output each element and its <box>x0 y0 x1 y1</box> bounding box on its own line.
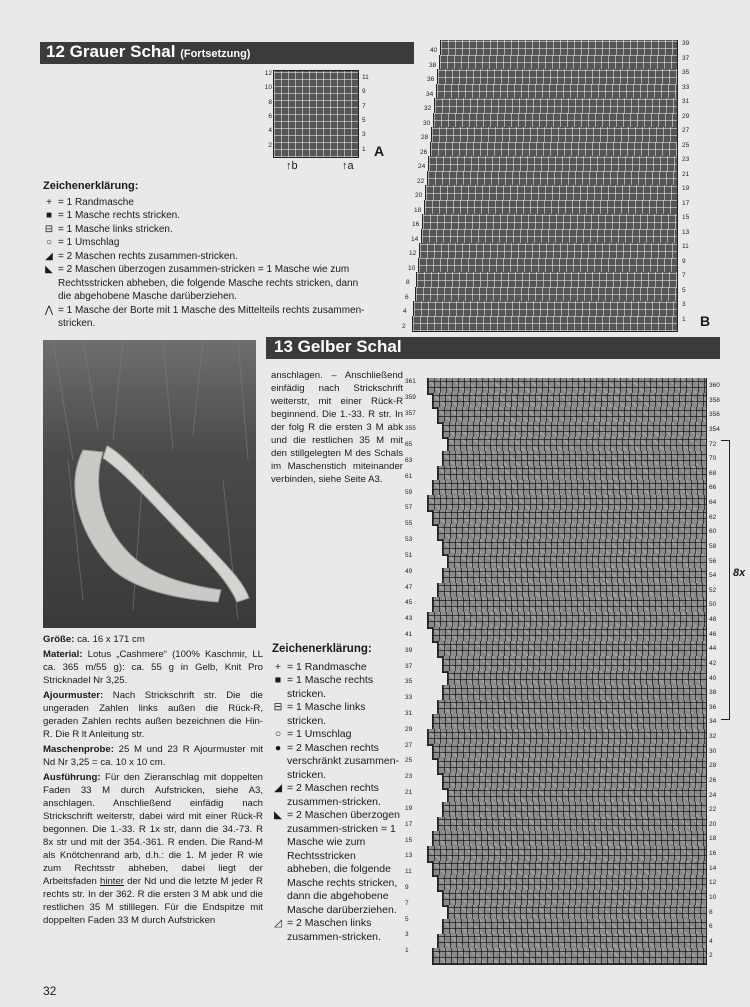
chart-a-right-numbers <box>362 74 374 160</box>
row-number: 36 <box>709 703 717 711</box>
row-number: 8 <box>268 98 272 106</box>
repeat-label: 8x <box>733 567 746 579</box>
row-number: 40 <box>709 674 717 682</box>
row-number: 53 <box>405 536 413 544</box>
row-number: 26 <box>709 776 717 784</box>
section-12-title-bar <box>40 42 414 64</box>
row-number: 61 <box>405 472 413 480</box>
legend-symbol-icon: ⊟ <box>273 701 283 713</box>
material-paragraph: Material: Lotus „Cashmere“ (100% Kaschmir, LL ca. 365 m/55 g): ca. 55 g in Gelb, Knit Pro Stricknadel Nr 3,25. <box>43 649 263 686</box>
row-number: 33 <box>682 83 690 91</box>
section-13-legend-item <box>272 917 400 944</box>
row-number: 31 <box>682 98 690 105</box>
row-number: 2 <box>402 322 406 330</box>
row-number: 60 <box>709 528 717 536</box>
legend-text: = 2 Maschen rechts verschränkt zusammen-stricken. <box>287 741 400 781</box>
row-number: 14 <box>709 864 717 872</box>
size-paragraph: Größe: ca. 16 x 171 cm <box>43 634 145 645</box>
legend-symbol-icon: ◢ <box>273 782 283 794</box>
row-number: 5 <box>405 915 409 923</box>
row-number: 6 <box>268 113 272 120</box>
row-number: 24 <box>418 163 426 171</box>
row-number: 7 <box>405 899 409 907</box>
row-number: 9 <box>362 88 366 96</box>
row-number: 66 <box>709 484 717 492</box>
row-number: 18 <box>709 835 717 843</box>
repeat-bracket <box>721 440 730 720</box>
legend-text: = 1 Masche rechts stricken. <box>287 674 374 700</box>
row-number: 5 <box>362 117 366 124</box>
legend-symbol-icon: ○ <box>274 728 282 740</box>
row-number: 4 <box>268 127 272 135</box>
row-number: 17 <box>682 199 690 207</box>
row-number: 34 <box>709 718 717 726</box>
row-number: 357 <box>405 409 416 417</box>
section-13-legend-item <box>272 661 400 675</box>
legend-text: = 2 Maschen überzogen zusammen-stricken = 1 Masche wie zum Rechtsstricken abheben, die folgende Masche rechts stricken, dann die abgehobene Masche darüberziehen. <box>58 264 359 302</box>
legend-text: = 1 Umschlag <box>58 237 120 248</box>
row-number: 36 <box>427 76 435 84</box>
row-number: 49 <box>405 567 413 575</box>
row-number: 62 <box>709 513 717 521</box>
row-number: 11 <box>405 868 412 876</box>
legend-section-13 <box>272 643 400 944</box>
section-13-instructions <box>43 633 263 929</box>
row-number: 21 <box>682 170 690 178</box>
row-number: 1 <box>362 145 366 153</box>
row-number: 52 <box>709 586 717 594</box>
row-number: 27 <box>682 127 690 134</box>
row-number: 20 <box>415 192 423 200</box>
row-number: 22 <box>417 177 425 185</box>
row-number: 25 <box>405 757 413 765</box>
section-13-title: 13 Gelber Schal <box>274 337 402 356</box>
legend-13-title: Zeichenerklärung: <box>272 643 372 655</box>
row-number: 55 <box>405 520 413 528</box>
row-number: 1 <box>405 947 409 955</box>
row-number: 35 <box>405 678 413 686</box>
row-number: 38 <box>429 61 437 69</box>
row-number: 41 <box>405 630 413 638</box>
chart-a-marker-a: ↑a <box>342 160 354 172</box>
row-number: 37 <box>405 662 413 670</box>
row-number: 30 <box>423 119 431 127</box>
row-number: 7 <box>682 272 686 279</box>
row-number: 4 <box>403 308 407 316</box>
legend-symbol-icon: ⋀ <box>44 304 54 316</box>
row-number: 29 <box>682 112 690 120</box>
row-number: 54 <box>709 572 717 580</box>
section-13-legend-item <box>272 782 400 809</box>
row-number: 8 <box>709 908 713 916</box>
gauge-paragraph: Maschenprobe: 25 M und 23 R Ajourmuster mit Nd Nr 3,25 = ca. 10 x 10 cm. <box>43 744 263 768</box>
row-number: 58 <box>709 542 717 550</box>
row-number: 5 <box>682 286 686 294</box>
scarf-photo <box>43 340 256 628</box>
legend-text: = 1 Randmasche <box>287 660 367 673</box>
row-number: 45 <box>405 599 413 607</box>
row-number: 4 <box>709 937 713 945</box>
row-number: 40 <box>430 47 438 55</box>
row-number: 12 <box>709 879 717 887</box>
row-number: 6 <box>405 293 409 301</box>
row-number: 11 <box>682 243 689 250</box>
legend-text: = 1 Masche links stricken. <box>287 701 366 727</box>
section-13-legend-item <box>272 809 400 917</box>
row-number: 356 <box>709 411 720 419</box>
legend-text: = 1 Masche rechts stricken. <box>58 210 180 221</box>
chart-b-label: B <box>700 313 711 329</box>
row-number: 63 <box>405 457 413 465</box>
row-number: 11 <box>362 74 369 81</box>
legend-text: = 1 Randmasche <box>58 196 134 208</box>
execution-paragraph: Ausführung: Für den Zieranschlag mit doppelten Faden 33 M durch Aufstricken, siehe A3, anschlagen. Anschließend einfädig nach Strickschrift weiterstr, dabei wird mit einer Rück-R begonnen. Die 1.-33. R 1x str, dann die 34.-73. R 8x str und mit der 354.-361. R enden. Die Rand-M als Knötchenrand arb, d.h.: die 1. M jeder R wie zum Rechtsstr abheben, dabei liegt der Arbeitsfaden hinter der Nd und die letzte M jeder R rechts str. In der 362. R die ersten 3 M abk und die restlichen 35 M stilllegen. Für die Endspitze mit doppelten Faden 33 M durch Aufstricken <box>43 772 263 926</box>
legend-symbol-icon: ◢ <box>45 250 53 262</box>
section-13-title-bar <box>266 337 720 359</box>
row-number: 360 <box>709 382 720 389</box>
row-number: 42 <box>709 659 717 667</box>
row-number: 20 <box>709 820 717 828</box>
row-number: 16 <box>412 221 420 229</box>
row-number: 19 <box>682 185 690 192</box>
row-number: 13 <box>682 228 690 236</box>
section-12-legend-item <box>43 196 373 210</box>
row-number: 34 <box>426 90 434 98</box>
row-number: 9 <box>682 257 686 265</box>
row-number: 39 <box>405 646 413 654</box>
row-number: 56 <box>709 557 717 565</box>
legend-text: = 2 Maschen rechts zusammen-stricken. <box>287 782 381 808</box>
section-12-legend-item <box>43 304 373 331</box>
row-number: 47 <box>405 583 413 591</box>
legend-symbol-icon: ◿ <box>273 917 283 929</box>
chart-13 <box>405 378 730 963</box>
row-number: 354 <box>709 425 720 433</box>
section-12-legend-item <box>43 209 373 223</box>
row-number: 2 <box>709 952 713 960</box>
row-number: 31 <box>405 710 413 718</box>
chart-a-left-numbers <box>260 70 272 156</box>
row-number: 33 <box>405 694 413 702</box>
legend-text: = 2 Maschen rechts zusammen-stricken. <box>58 250 238 262</box>
chart-13-row <box>432 948 707 965</box>
legend-text: = 1 Umschlag <box>287 728 352 740</box>
legend-symbol-icon: ■ <box>274 674 282 686</box>
row-number: 359 <box>405 393 416 401</box>
chart-a-grid <box>273 70 359 158</box>
row-number: 59 <box>405 488 413 496</box>
legend-symbol-icon: + <box>46 196 52 208</box>
section-13-legend-item <box>272 728 400 742</box>
section-13-top-text: anschlagen. – Anschließend einfädig nach Strickschrift weiterstr, mit einer Rück-R beginnend. Die 1.-33. R str. In der folg R die ersten 3 M abk und die restlichen 35 M mit den stillgelegten M des Schals im Maschenstich miteinander verbinden, siehe Seite A3. <box>271 370 403 485</box>
row-number: 70 <box>709 455 717 463</box>
row-number: 16 <box>709 850 717 857</box>
chart-b <box>396 40 696 330</box>
row-number: 32 <box>424 105 432 113</box>
row-number: 27 <box>405 741 413 749</box>
row-number: 15 <box>682 214 690 221</box>
row-number: 64 <box>709 499 717 506</box>
row-number: 50 <box>709 601 717 609</box>
row-number: 35 <box>682 69 690 76</box>
scarf-illustration <box>43 340 256 628</box>
row-number: 10 <box>264 84 272 92</box>
row-number: 37 <box>682 54 690 62</box>
row-number: 12 <box>409 250 417 258</box>
row-number: 10 <box>709 893 717 901</box>
row-number: 72 <box>709 440 717 448</box>
row-number: 6 <box>709 923 713 931</box>
legend-text: = 1 Masche der Borte mit 1 Masche des Mittelteils rechts zusammen-stricken. <box>58 304 365 329</box>
row-number: 24 <box>709 791 717 799</box>
row-number: 29 <box>405 725 413 733</box>
row-number: 51 <box>405 551 413 559</box>
legend-symbol-icon: ◣ <box>45 264 53 275</box>
legend-text: = 2 Maschen links zusammen-stricken. <box>287 917 381 943</box>
legend-symbol-icon: ● <box>274 741 282 754</box>
section-12-legend-item <box>43 236 373 250</box>
section-12-legend-item <box>43 250 373 264</box>
row-number: 44 <box>709 645 717 653</box>
section-13-legend-item <box>272 674 400 701</box>
row-number: 10 <box>408 264 416 272</box>
row-number: 25 <box>682 141 690 149</box>
row-number: 48 <box>709 616 717 623</box>
ajour-paragraph: Ajourmuster: Nach Strickschrift str. Die die ungeraden Zahlen links außen die Rück-R, geraden Zahlen rechts außen bezeichnen die Hin-R. Die R lt Anleitung str. <box>43 690 263 740</box>
legend-symbol-icon: ○ <box>45 237 53 248</box>
row-number: 68 <box>709 469 717 477</box>
legend-symbol-icon: ◣ <box>273 809 283 821</box>
row-number: 3 <box>682 301 686 308</box>
row-number: 30 <box>709 747 717 755</box>
legend-symbol-icon: + <box>274 660 282 673</box>
section-13-legend-item <box>272 742 400 783</box>
section-12-legend-item <box>43 223 373 237</box>
row-number: 1 <box>682 315 686 323</box>
chart-a-label: A <box>374 143 385 159</box>
row-number: 65 <box>405 441 413 449</box>
row-number: 28 <box>421 134 429 142</box>
row-number: 12 <box>264 70 272 77</box>
row-number: 14 <box>411 235 419 243</box>
row-number: 23 <box>682 156 690 163</box>
row-number: 15 <box>405 836 413 844</box>
row-number: 361 <box>405 378 416 385</box>
row-number: 18 <box>414 206 422 214</box>
row-number: 38 <box>709 689 717 697</box>
row-number: 13 <box>405 852 413 860</box>
row-number: 43 <box>405 615 413 623</box>
section-12-subtitle: (Fortsetzung) <box>180 48 251 60</box>
row-number: 32 <box>709 733 717 740</box>
row-number: 46 <box>709 630 717 638</box>
row-number: 57 <box>405 504 413 512</box>
row-number: 39 <box>682 40 690 47</box>
row-number: 3 <box>405 931 409 939</box>
row-number: 23 <box>405 773 413 781</box>
chart-b-row <box>412 316 678 333</box>
row-number: 26 <box>420 148 428 156</box>
row-number: 28 <box>709 762 717 770</box>
row-number: 19 <box>405 804 413 812</box>
row-number: 22 <box>709 806 717 814</box>
row-number: 358 <box>709 396 720 404</box>
row-number: 9 <box>405 883 409 891</box>
section-12-legend-item <box>43 263 373 304</box>
section-12-title: 12 Grauer Schal <box>46 42 176 61</box>
row-number: 8 <box>406 279 410 287</box>
legend-text: = 1 Masche links stricken. <box>58 223 173 235</box>
row-number: 21 <box>405 789 413 797</box>
row-number: 17 <box>405 820 413 828</box>
page-number: 32 <box>43 984 57 998</box>
legend-12-title: Zeichenerklärung: <box>43 180 139 192</box>
legend-symbol-icon: ⊟ <box>44 223 54 235</box>
row-number: 355 <box>405 425 416 433</box>
row-number: 7 <box>362 102 366 110</box>
section-13-legend-item <box>272 701 400 728</box>
legend-symbol-icon: ■ <box>45 210 53 221</box>
legend-text: = 2 Maschen überzogen zusammen-stricken = 1 Masche wie zum Rechtsstricken abheben, die folgende Masche rechts stricken, dann die abgehobene Masche darüberziehen. <box>287 809 400 916</box>
chart-a-marker-b: ↑b <box>286 160 298 172</box>
row-number: 2 <box>268 141 272 149</box>
row-number: 3 <box>362 131 366 139</box>
legend-section-12 <box>43 180 373 331</box>
